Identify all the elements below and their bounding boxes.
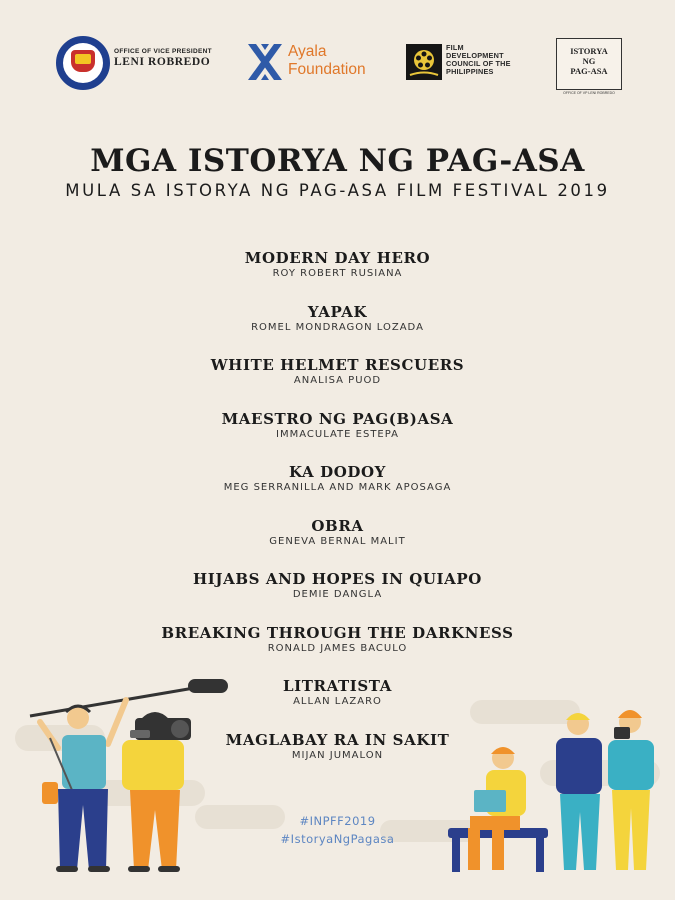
hashtags [0, 812, 675, 848]
film-author: MEG SERRANILLA AND MARK APOSAGA [223, 482, 452, 493]
film-author: MIJAN JUMALON [291, 749, 384, 761]
film-title: YAPAK [307, 302, 368, 321]
film-title: KA DODOY [289, 463, 386, 481]
hashtag: #INPFF2019 [299, 814, 376, 828]
fdcp-line: COUNCIL OF THE [446, 59, 511, 68]
film-author: ALLAN LAZARO [293, 696, 382, 707]
film-title: MAESTRO NG PAG(B)ASA [221, 409, 454, 428]
inp-line: ISTORYA [570, 46, 608, 56]
list-item [0, 249, 675, 303]
inp-line: PAG-ASA [570, 66, 608, 76]
film-title: MAGLABAY RA IN SAKIT [225, 730, 450, 749]
list-item [0, 517, 675, 571]
film-title: MODERN DAY HERO [244, 249, 431, 267]
ovp-office-label: OFFICE OF VICE PRESIDENT [114, 48, 212, 55]
ayala-foundation: Foundation [288, 61, 366, 78]
film-title: WHITE HELMET RESCUERS [210, 356, 465, 374]
film-author: DEMIE DANGLA [292, 589, 383, 600]
ayala-name: Ayala [288, 43, 327, 60]
list-item [0, 677, 675, 731]
film-author: ANALISA PUOD [293, 375, 382, 386]
film-author: ROMEL MONDRAGON LOZADA [251, 321, 424, 333]
film-list [0, 249, 675, 784]
inp-caption: OFFICE OF VP LENI ROBREDO [563, 91, 615, 95]
list-item [0, 356, 675, 410]
inp-line: NG [582, 56, 596, 66]
list-item [0, 624, 675, 678]
fdcp-line: FILM [446, 43, 464, 52]
ovp-name: LENI ROBREDO [114, 56, 211, 68]
fdcp-line: PHILIPPINES [446, 67, 494, 76]
film-title: LITRATISTA [282, 677, 392, 695]
film-title: OBRA [311, 516, 364, 535]
hashtag: #IstoryaNgPagasa [280, 832, 395, 846]
list-item [0, 303, 675, 357]
film-author: IMMACULATE ESTEPA [276, 428, 399, 440]
film-author: GENEVA BERNAL MALIT [269, 535, 406, 547]
film-title: BREAKING THROUGH THE DARKNESS [161, 623, 514, 642]
list-item [0, 731, 675, 785]
list-item [0, 570, 675, 624]
film-author: RONALD JAMES BACULO [267, 642, 408, 654]
list-item [0, 463, 675, 517]
list-item [0, 410, 675, 464]
poster-title: MGA ISTORYA NG PAG-ASA [90, 143, 585, 179]
film-author: ROY ROBERT RUSIANA [272, 268, 403, 279]
film-title: HIJABS AND HOPES IN QUIAPO [193, 570, 482, 588]
poster-subtitle: MULA SA ISTORYA NG PAG-ASA FILM FESTIVAL 2019 [65, 181, 610, 200]
fdcp-line: DEVELOPMENT [446, 51, 504, 60]
